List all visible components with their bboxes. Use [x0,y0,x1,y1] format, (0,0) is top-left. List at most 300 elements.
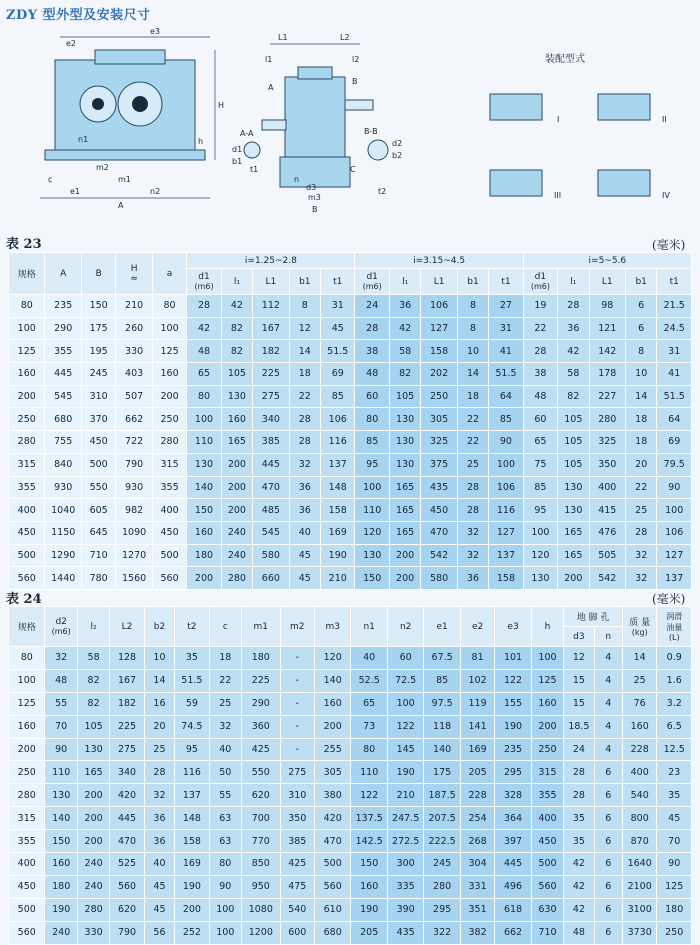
table-cell: 32 [45,647,77,670]
table-cell: 38 [523,363,557,386]
table-cell: 25 [626,499,657,522]
table-cell: 780 [81,567,115,590]
table-cell: 85 [355,431,389,454]
table-cell: 120 [523,544,557,567]
table-cell: 470 [421,521,457,544]
label-d1: d1 [232,145,243,154]
table-cell: 150 [355,567,389,590]
table-cell: 67.5 [424,647,460,670]
table-cell: 240 [221,544,252,567]
table-cell: 142 [589,340,625,363]
table-cell: 18 [289,363,320,386]
table-cell: 1040 [45,499,81,522]
table-cell: 505 [589,544,625,567]
table-cell: 80 [209,853,241,876]
table-cell: 210 [116,295,152,318]
table-cell: 50 [209,761,241,784]
table-cell: 69 [657,431,692,454]
table-cell: 80 [187,385,221,408]
table-cell: 40 [144,853,174,876]
table-cell: 228 [460,784,494,807]
table-cell: 106 [657,521,692,544]
table-cell: 620 [110,898,144,921]
table-cell: 48 [45,669,77,692]
table-cell: 500 [152,544,186,567]
table-cell: - [280,647,314,670]
table-cell: 169 [321,521,355,544]
table-cell: 137.5 [351,807,387,830]
table-24 [8,606,692,945]
table-cell: 1560 [116,567,152,590]
table-cell: 15 [564,669,594,692]
table-cell: 155 [495,692,531,715]
assembly-type-1: I [557,115,560,124]
table-cell: 295 [495,761,531,784]
header-H: H ≈ [116,253,152,295]
table-cell: 28 [289,408,320,431]
header-l1: l₁ [558,269,589,295]
table-row [9,647,692,670]
table-cell: 122 [495,669,531,692]
table-cell: 95 [523,499,557,522]
table-cell: 6.5 [657,715,692,738]
table-cell: 400 [9,499,45,522]
table-cell: 100 [187,408,221,431]
table-23 [8,252,692,590]
table-cell: 64 [657,408,692,431]
table-cell: 250 [657,921,692,944]
table-cell: 105 [221,363,252,386]
table-cell: 36 [289,476,320,499]
table-row [9,476,692,499]
table-cell: 790 [110,921,144,944]
table-cell: 200 [389,567,420,590]
table-cell: 295 [424,898,460,921]
assembly-type-4: IV [662,191,670,200]
table-cell: 445 [253,453,289,476]
table-cell: 28 [187,295,221,318]
table-cell: 95 [355,453,389,476]
table-cell: 400 [531,807,563,830]
header-oil: 润滑 油量 (L) [657,607,692,647]
table-cell: 23 [657,761,692,784]
table-cell: 397 [495,830,531,853]
table-cell: 280 [589,408,625,431]
table-cell: 72.5 [387,669,423,692]
label-b1: b1 [232,157,243,166]
table-cell: 32 [457,521,488,544]
table-cell: 435 [387,921,423,944]
table-cell: 100 [531,647,563,670]
table-cell: 60 [387,647,423,670]
table-row [9,715,692,738]
table-cell: 560 [110,875,144,898]
table-cell: 82 [221,340,252,363]
table-cell: 560 [531,875,563,898]
table-cell: 200 [221,453,252,476]
table-cell: 425 [242,738,281,761]
table-cell: 385 [280,830,314,853]
table-cell: 125 [657,875,692,898]
table-cell: 450 [531,830,563,853]
table-cell: 235 [495,738,531,761]
label-m1: m1 [118,175,131,184]
table-cell: 32 [457,544,488,567]
table-cell: 240 [45,921,77,944]
table-cell: 507 [116,385,152,408]
label-B: B [312,205,318,214]
table-cell: 382 [460,921,494,944]
table-cell: 370 [81,408,115,431]
table-cell: 140 [314,669,350,692]
table-cell: 400 [152,499,186,522]
table-cell: 2100 [622,875,656,898]
table-cell: 14 [457,363,488,386]
table-cell: 645 [81,521,115,544]
table-cell: 252 [175,921,209,944]
table-cell: 470 [253,476,289,499]
table-cell: 545 [45,385,81,408]
table-cell: 42 [564,853,594,876]
label-A-side: A [268,83,274,92]
table-cell: 165 [389,476,420,499]
header-L1: L1 [589,269,625,295]
table-cell: 6 [594,807,622,830]
table-cell: 500 [531,853,563,876]
table-cell: 100 [9,669,45,692]
table-cell: 35 [175,647,209,670]
table-cell: 545 [253,521,289,544]
table-cell: 228 [622,738,656,761]
table-cell: 390 [387,898,423,921]
table-cell: 148 [321,476,355,499]
table-cell: 130 [355,544,389,567]
table-cell: 400 [589,476,625,499]
table-cell: 167 [110,669,144,692]
table-cell: 28 [457,499,488,522]
table-cell: 476 [589,521,625,544]
table-cell: 45 [289,544,320,567]
table-cell: 268 [460,830,494,853]
table-cell: 160 [187,521,221,544]
table-cell: 63 [209,830,241,853]
table-cell: 330 [77,921,109,944]
table-cell: 355 [9,476,45,499]
table-cell: 445 [495,853,531,876]
table-cell: 25 [622,669,656,692]
table-cell: 200 [314,715,350,738]
table-cell: 148 [175,807,209,830]
table-cell: 42 [221,295,252,318]
table-cell: 120 [355,521,389,544]
table-cell: 340 [253,408,289,431]
table-cell: 950 [242,875,281,898]
table-cell: 6 [594,853,622,876]
table-cell: 325 [421,431,457,454]
table24-caption: 表 24 [6,592,42,607]
table-cell: 19 [523,295,557,318]
table-cell: 18 [626,431,657,454]
table-cell: 82 [389,363,420,386]
table-cell: 930 [45,476,81,499]
table-cell: 160 [314,692,350,715]
table-cell: 190 [175,875,209,898]
table-cell: 106 [421,295,457,318]
table-cell: 22 [626,476,657,499]
table-cell: 245 [424,853,460,876]
table-cell: 1080 [242,898,281,921]
table-cell: 80 [152,295,186,318]
table-cell: 116 [489,499,523,522]
table-row [9,738,692,761]
table-cell: 6 [594,875,622,898]
table-cell: 680 [314,921,350,944]
table-cell: 18 [626,408,657,431]
table-cell: 200 [389,544,420,567]
table-row [9,544,692,567]
table-cell: 200 [77,784,109,807]
table-cell: 18 [457,385,488,408]
table-cell: 355 [9,830,45,853]
table-cell: 8 [626,340,657,363]
table-cell: 90 [45,738,77,761]
table-cell: 105 [558,453,589,476]
table-cell: 63 [209,807,241,830]
table-cell: 1290 [45,544,81,567]
table-cell: 85 [424,669,460,692]
table-cell: 122 [387,715,423,738]
table-cell: 6 [626,317,657,340]
table-cell: 145 [387,738,423,761]
table-cell: 470 [314,830,350,853]
table-cell: 315 [9,807,45,830]
table-cell: 137 [175,784,209,807]
table-cell: 28 [144,761,174,784]
table-cell: 165 [77,761,109,784]
table-cell: 48 [523,385,557,408]
table-cell: 18.5 [564,715,594,738]
header-L1: L1 [421,269,457,295]
label-H: H [218,101,225,110]
label-m2: m2 [96,163,109,172]
header-L2: L2 [110,607,144,647]
table-cell: 4 [594,669,622,692]
header-B: B [81,253,115,295]
table-cell: 42 [558,340,589,363]
table-cell: 90 [657,476,692,499]
label-m3: m3 [308,193,321,202]
table-cell: 180 [45,875,77,898]
table-cell: 550 [242,761,281,784]
table-cell: 360 [242,715,281,738]
table-cell: 247.5 [387,807,423,830]
table-cell: 36 [457,567,488,590]
table-cell: - [280,715,314,738]
table-cell: 45 [289,567,320,590]
table-cell: 200 [221,476,252,499]
header-m1: m1 [242,607,281,647]
header-t1: t1 [489,269,523,295]
table-cell: 3100 [622,898,656,921]
table23-body [9,295,692,590]
table-cell: 182 [253,340,289,363]
table-cell: 6 [626,295,657,318]
table-cell: 51.5 [175,669,209,692]
table-cell: 180 [242,647,281,670]
table-cell: 160 [45,853,77,876]
header-t1: t1 [321,269,355,295]
table-cell: 770 [242,830,281,853]
table-cell: 100 [523,521,557,544]
table-cell: 32 [144,784,174,807]
table-cell: 130 [558,499,589,522]
header-d2: d2 (m6) [45,607,77,647]
table-cell: 870 [622,830,656,853]
table-cell: 322 [424,921,460,944]
table-row [9,499,692,522]
table-cell: 105 [389,385,420,408]
table-cell: 335 [387,875,423,898]
table-cell: 600 [280,921,314,944]
table-cell: 65 [187,363,221,386]
label-c: c [48,175,53,184]
table-cell: 4 [594,647,622,670]
table-cell: 35 [564,830,594,853]
table-cell: 425 [280,853,314,876]
table-row [9,340,692,363]
table-cell: 56 [144,921,174,944]
table-cell: 310 [280,784,314,807]
table-cell: 14 [622,647,656,670]
table-cell: 180 [657,898,692,921]
table-cell: 290 [242,692,281,715]
table-cell: 32 [626,567,657,590]
table-cell: 662 [495,921,531,944]
table-cell: 710 [81,544,115,567]
table-row [9,921,692,944]
table-cell: 330 [116,340,152,363]
table-cell: 420 [110,784,144,807]
table-row [9,761,692,784]
table-cell: 45 [144,875,174,898]
table-cell: 930 [116,476,152,499]
header-h: h [531,607,563,647]
table-cell: 28 [564,784,594,807]
table-cell: 3730 [622,921,656,944]
table-cell: 470 [110,830,144,853]
table-cell: 275 [110,738,144,761]
table-cell: 160 [9,715,45,738]
table-cell: 450 [421,499,457,522]
table-cell: 74.5 [175,715,209,738]
table-cell: - [280,692,314,715]
label-AA: A-A [240,129,254,138]
table-row [9,385,692,408]
header-group3: i=5~5.6 [523,253,691,269]
table-cell: 48 [355,363,389,386]
table-cell: 95 [175,738,209,761]
table-cell: 110 [351,761,387,784]
table-cell: 100 [489,453,523,476]
table-cell: 435 [421,476,457,499]
table-cell: 28 [289,431,320,454]
table-cell: 58 [389,340,420,363]
table-cell: 31 [321,295,355,318]
table-cell: 16 [144,692,174,715]
table-cell: 280 [221,567,252,590]
table-cell: 130 [221,385,252,408]
table-cell: 210 [387,784,423,807]
table-cell: 14 [626,385,657,408]
table-cell: 800 [622,807,656,830]
header-l1: l₁ [389,269,420,295]
assembly-title: 装配型式 [545,54,585,65]
table-cell: 195 [81,340,115,363]
table-cell: 180 [187,544,221,567]
label-h: h [198,137,204,146]
table-cell: 225 [253,363,289,386]
table-cell: 24 [564,738,594,761]
table-cell: 315 [152,453,186,476]
table-cell: 165 [221,431,252,454]
table-cell: 36 [558,317,589,340]
table-cell: 150 [351,853,387,876]
table-cell: 100 [209,898,241,921]
table-cell: 130 [389,453,420,476]
table-cell: 100 [387,692,423,715]
table-row [9,807,692,830]
table-cell: 542 [589,567,625,590]
table-cell: 38 [355,340,389,363]
table-cell: 240 [221,521,252,544]
label-t1: t1 [250,165,259,174]
table-cell: 22 [209,669,241,692]
table-cell: 45 [144,898,174,921]
table-cell: 110 [355,499,389,522]
table-cell: 660 [253,567,289,590]
table-cell: 12 [564,647,594,670]
table-cell: 140 [45,807,77,830]
table-cell: 450 [9,875,45,898]
table-cell: 25 [209,692,241,715]
table-cell: 245 [81,363,115,386]
label-L1: L1 [278,33,288,42]
table-cell: 150 [81,295,115,318]
table-row [9,784,692,807]
table-cell: 415 [589,499,625,522]
table-cell: 315 [9,453,45,476]
table-cell: 101 [495,647,531,670]
table-cell: 160 [9,363,45,386]
table-cell: 840 [45,453,81,476]
table-cell: 450 [9,521,45,544]
table-cell: 80 [9,647,45,670]
table-cell: 200 [531,715,563,738]
table-row [9,830,692,853]
table-cell: - [280,738,314,761]
header-n: n [594,627,622,647]
table-cell: 59 [175,692,209,715]
table-cell: 10 [457,340,488,363]
label-L2: L2 [340,33,350,42]
table-cell: 100 [9,317,45,340]
table-cell: 385 [253,431,289,454]
table-cell: 32 [209,715,241,738]
header-d1: d1 (m6) [187,269,221,295]
table-cell: 500 [9,898,45,921]
table-cell: 500 [9,544,45,567]
table-row [9,431,692,454]
